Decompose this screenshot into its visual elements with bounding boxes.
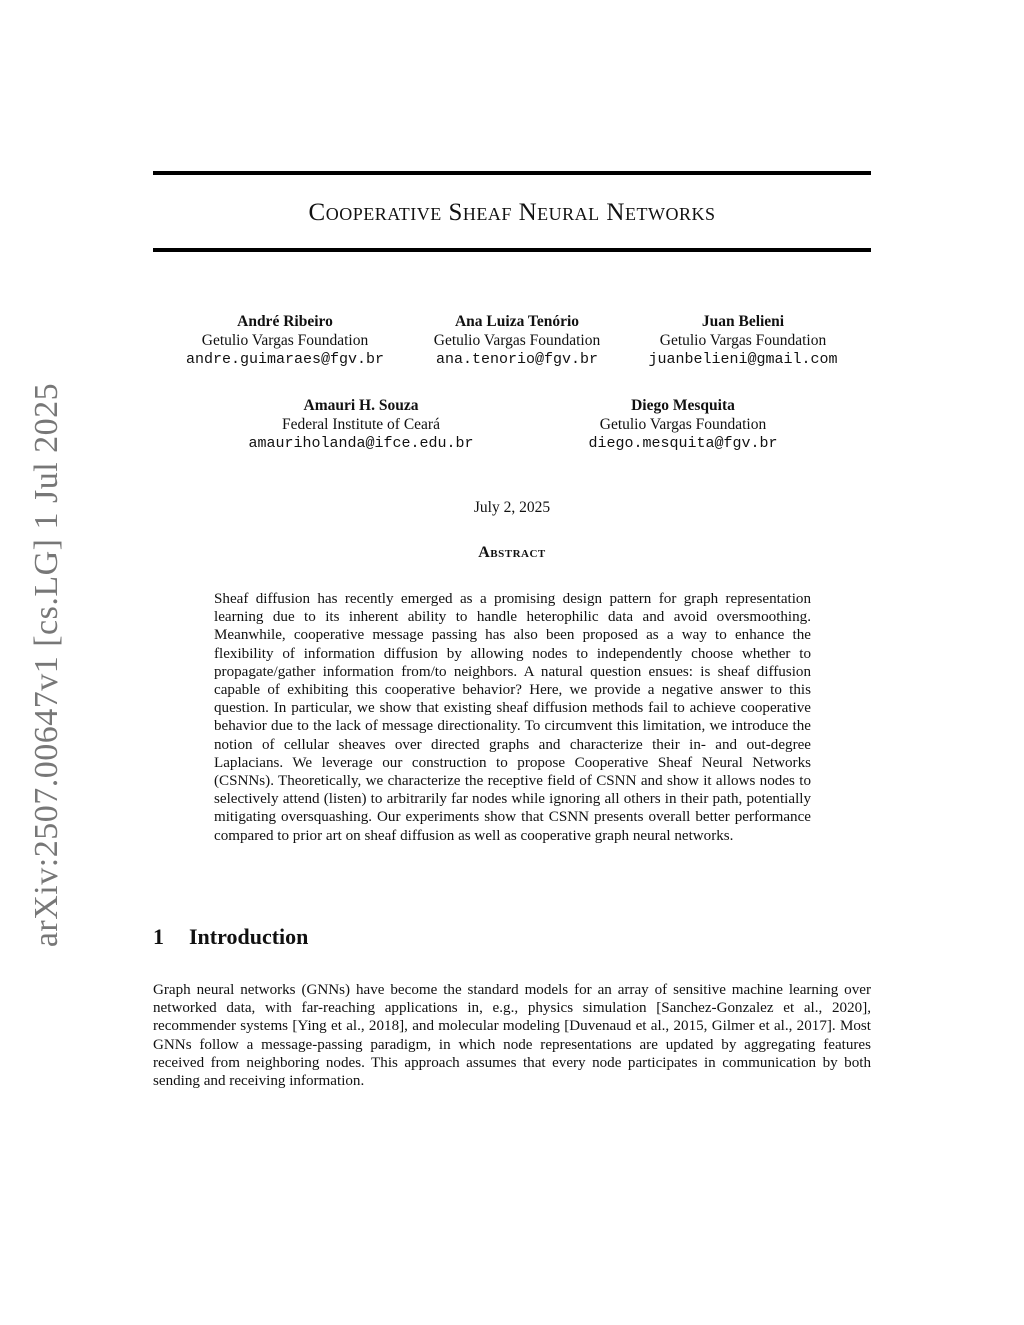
author-name: Ana Luiza Tenório [454, 313, 580, 330]
title-rule-bottom [153, 248, 871, 252]
author-email: diego.mesquita@fgv.br [588, 435, 778, 452]
section-number: 1 [153, 924, 164, 949]
author-name: Amauri H. Souza [303, 397, 419, 414]
author-email: andre.guimaraes@fgv.br [185, 351, 385, 368]
author-block-3 [613, 312, 873, 369]
author-email: juanbelieni@gmail.com [648, 351, 838, 368]
author-affiliation: Getulio Vargas Foundation [201, 332, 369, 349]
author-block-2 [387, 312, 647, 369]
author-affiliation: Getulio Vargas Foundation [659, 332, 827, 349]
author-name: Juan Belieni [701, 313, 785, 330]
author-block-1 [155, 312, 415, 369]
author-email: amauriholanda@ifce.edu.br [248, 435, 474, 452]
section-heading [153, 924, 308, 950]
author-affiliation: Federal Institute of Ceará [282, 416, 440, 433]
arxiv-stamp [0, 0, 90, 1325]
author-email: ana.tenorio@fgv.br [435, 351, 599, 368]
author-block-5 [553, 396, 813, 453]
title-rule-top [153, 171, 871, 175]
author-block-4 [231, 396, 491, 453]
author-name: André Ribeiro [237, 313, 333, 330]
paper-title: Cooperative Sheaf Neural Networks [308, 199, 716, 226]
author-affiliation: Getulio Vargas Foundation [433, 332, 601, 349]
introduction-text: Graph neural networks (GNNs) have become the standard models for an array of sensitive machine learning over networked data, with far-reaching applications in, e.g., physics simulation [Sanchez-Gonzalez et al., 2020], recommender systems [Ying et al., 2018], and molecular modeling [Duvenaud et al., 2015, Gilmer et al., 2017]. Most GNNs follow a message-passing paradigm, in which node representations are updated by aggregating features received from neighboring nodes. This approach assumes that every node participates in communication by both sending and receiving information. [153, 982, 871, 1090]
section-title: Introduction [189, 924, 309, 949]
author-name: Diego Mesquita [631, 397, 735, 414]
arxiv-identifier: arXiv:2507.00647v1 [cs.LG] 1 Jul 2025 [28, 382, 65, 948]
author-affiliation: Getulio Vargas Foundation [599, 416, 767, 433]
abstract-text: Sheaf diffusion has recently emerged as a promising design pattern for graph representation learning due to its inherent ability to handle heterophilic data and avoid oversmoothing. Meanwhile, cooperative message passing has also been proposed as a way to enhance the flexibility of information diffusion by allowing nodes to independently choose whether to propagate/gather information from/to neighbors. A natural question ensues: is sheaf diffusion capable of exhibiting this cooperative behavior? Here, we provide a negative answer to this question. In particular, we show that existing sheaf diffusion methods fail to achieve cooperative behavior due to the lack of message directionality. To circumvent this limitation, we introduce the notion of cellular sheaves over directed graphs and characterize their in- and out-degree Laplacians. We leverage our construction to propose Cooperative Sheaf Neural Networks (CSNNs). Theoretically, we characterize the receptive field of CSNN and show it allows nodes to selectively attend (listen) to arbitrarily far nodes while ignoring all others in their path, potentially mitigating oversquashing. Our experiments show that CSNN presents overall better performance compared to prior art on sheaf diffusion as well as cooperative graph neural networks. [214, 591, 811, 844]
abstract-heading: Abstract [478, 544, 546, 561]
paper-date: July 2, 2025 [473, 499, 551, 516]
